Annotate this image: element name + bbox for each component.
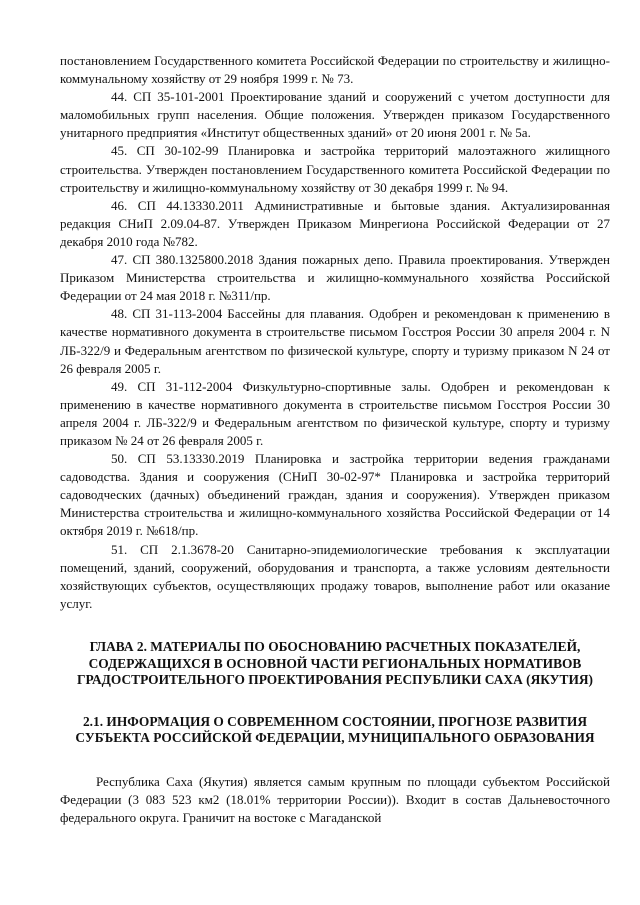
list-item: 46. СП 44.13330.2011 Административные и бытовые здания. Актуализированная редакция СНиП 2.09.04-87. Утвержден Приказом Минрегиона Российской Федерации от 27 декабря 2010 года №782. [60,197,610,249]
chapter-heading: ГЛАВА 2. МАТЕРИАЛЫ ПО ОБОСНОВАНИЮ РАСЧЕТНЫХ ПОКАЗАТЕЛЕЙ, СОДЕРЖАЩИХСЯ В ОСНОВНОЙ ЧАСТИ РЕГИОНАЛЬНЫХ НОРМАТИВОВ ГРАДОСТРОИТЕЛЬНОГО ПРОЕКТИРОВАНИЯ РЕСПУБЛИКИ САХА (ЯКУТИЯ) [77,638,593,688]
list-item: 50. СП 53.13330.2019 Планировка и застройка территории ведения гражданами садоводства. Здания и сооружения (СНиП 30-02-97* Планировка и застройка территорий садоводческих (дачных) объединений граждан, здания и сооружения). Утвержден приказом Министерства строительства и жилищно-коммунального хозяйства Российской Федерации от 14 октября 2019 г. №618/пр. [60,451,610,539]
list-item: 44. СП 35-101-2001 Проектирование зданий и сооружений с учетом доступности для маломобильных групп населения. Общие положения. Утвержден приказом Государственного унитарного предприятия «Институт общественных зданий» от 20 июня 2001 г. № 5а. [60,89,610,141]
document-page [60,0,610,905]
body-paragraph: Республика Саха (Якутия) является самым крупным по площади субъектом Российской Федерации (3 083 523 км2 (18.01% территории России)). Входит в состав Дальневосточного федерального округа. Граничит на востоке с Магаданской [60,773,610,826]
list-item: 48. СП 31-113-2004 Бассейны для плавания. Одобрен и рекомендован к применению в качестве нормативного документа в строительстве письмом Госстроя России 30 апреля 2004 г. N ЛБ-322/9 и Федеральным агентством по физической культуре, спорту и туризму приказом N 24 от 26 февраля 2005 г. [60,306,610,376]
list-item: 51. СП 2.1.3678-20 Санитарно-эпидемиологические требования к эксплуатации помещений, зданий, сооружений, оборудования и транспорта, а также условиям деятельности хозяйствующих субъектов, осуществляющих продажу товаров, выполнение работ или оказание услуг. [60,541,610,611]
list-item: 47. СП 380.1325800.2018 Здания пожарных депо. Правила проектирования. Утвержден Приказом Министерства строительства и жилищно-коммунального хозяйства Российской Федерации от 24 мая 2018 г. №311/пр. [60,252,610,304]
section-heading: 2.1. ИНФОРМАЦИЯ О СОВРЕМЕННОМ СОСТОЯНИИ, ПРОГНОЗЕ РАЗВИТИЯ СУБЪЕКТА РОССИЙСКОЙ ФЕДЕРАЦИИ, МУНИЦИПАЛЬНОГО ОБРАЗОВАНИЯ [75,713,595,746]
list-item: 49. СП 31-112-2004 Физкультурно-спортивные залы. Одобрен и рекомендован к применению в качестве нормативного документа в строительстве письмом Госстроя России 30 апреля 2004 г. ЛБ-322/9 и Федеральным агентством по физической культуре, спорту и туризму приказом № 24 от 26 февраля 2005 г. [60,378,610,448]
intro-paragraph: постановлением Государственного комитета Российской Федерации по строительству и жилищно-коммунальному хозяйству от 29 ноября 1999 г. № 73. [60,53,610,87]
list-item: 45. СП 30-102-99 Планировка и застройка территорий малоэтажного жилищного строительства. Утвержден постановлением Государственного комитета Российской Федерации по строительству и жилищно-коммунальному хозяйству от 30 декабря 1999 г. № 94. [60,143,610,195]
